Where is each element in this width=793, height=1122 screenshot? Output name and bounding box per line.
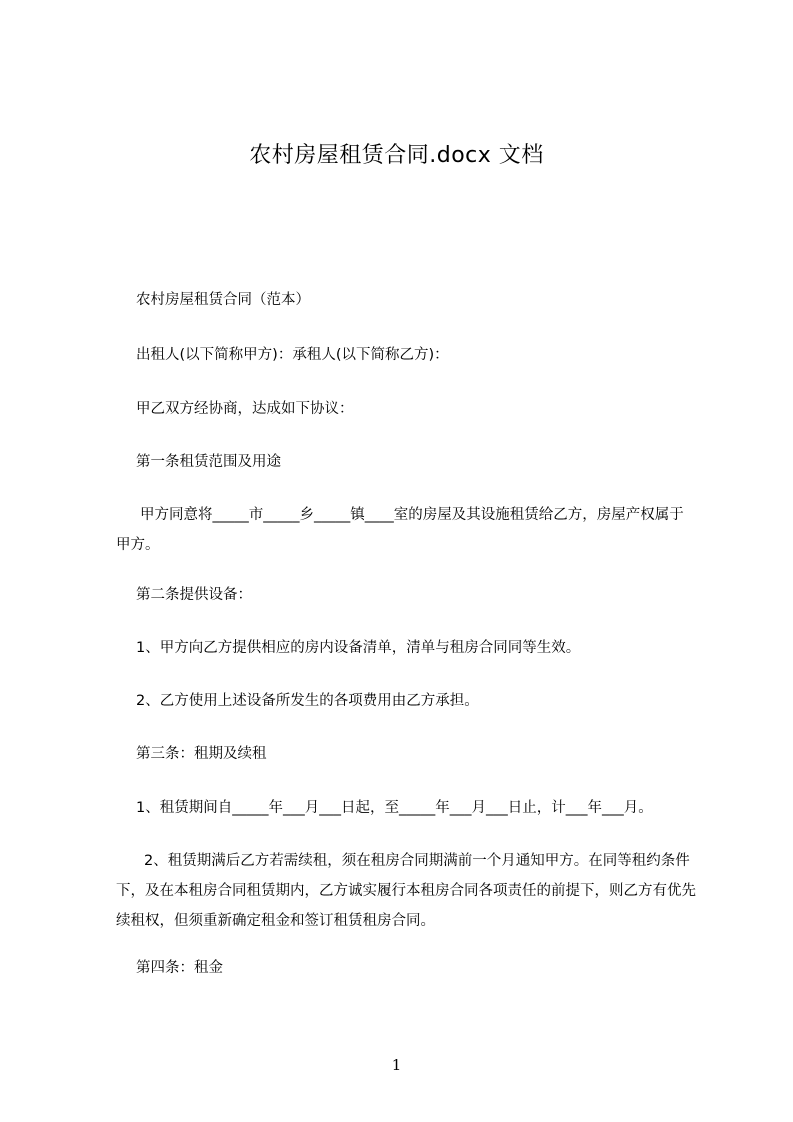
contract-heading: 农村房屋租赁合同（范本） [136, 292, 310, 308]
article-3-heading: 第三条：租期及续租 [136, 746, 267, 762]
article-2-item-1: 1、甲方向乙方提供相应的房内设备清单，清单与租房合同同等生效。 [136, 640, 581, 656]
article-1-heading: 第一条租赁范围及用途 [136, 454, 281, 470]
article-2-heading: 第二条提供设备： [136, 587, 252, 603]
parties-line: 出租人(以下简称甲方)：承租人(以下简称乙方)： [136, 347, 449, 363]
article-3-item-2: 2、租赁期满后乙方若需续租，须在租房合同期满前一个月通知甲方。在同等租约条件下，及在本租房合同租赁期内，乙方诚实履行本租房合同各项责任的前提下，则乙方有优先续租权，但须重新确定租金和签订租赁租房合同。 [116, 853, 696, 929]
article-2-item-2: 2、乙方使用上述设备所发生的各项费用由乙方承担。 [136, 693, 479, 709]
document-title: 农村房屋租赁合同.docx 文档 [249, 143, 544, 168]
article-3-item-1: 1、租赁期间自_____年___月___日起，至_____年___月___日止，计___年___月。 [136, 800, 653, 816]
article-4-heading: 第四条：租金 [136, 960, 223, 976]
article-1-text: 甲方同意将_____市_____乡_____镇____室的房屋及其设施租赁给乙方，房屋产权属于甲方。 [116, 507, 684, 553]
agreement-intro: 甲乙双方经协商，达成如下协议： [136, 401, 354, 417]
page-number: 1 [391, 1056, 402, 1074]
